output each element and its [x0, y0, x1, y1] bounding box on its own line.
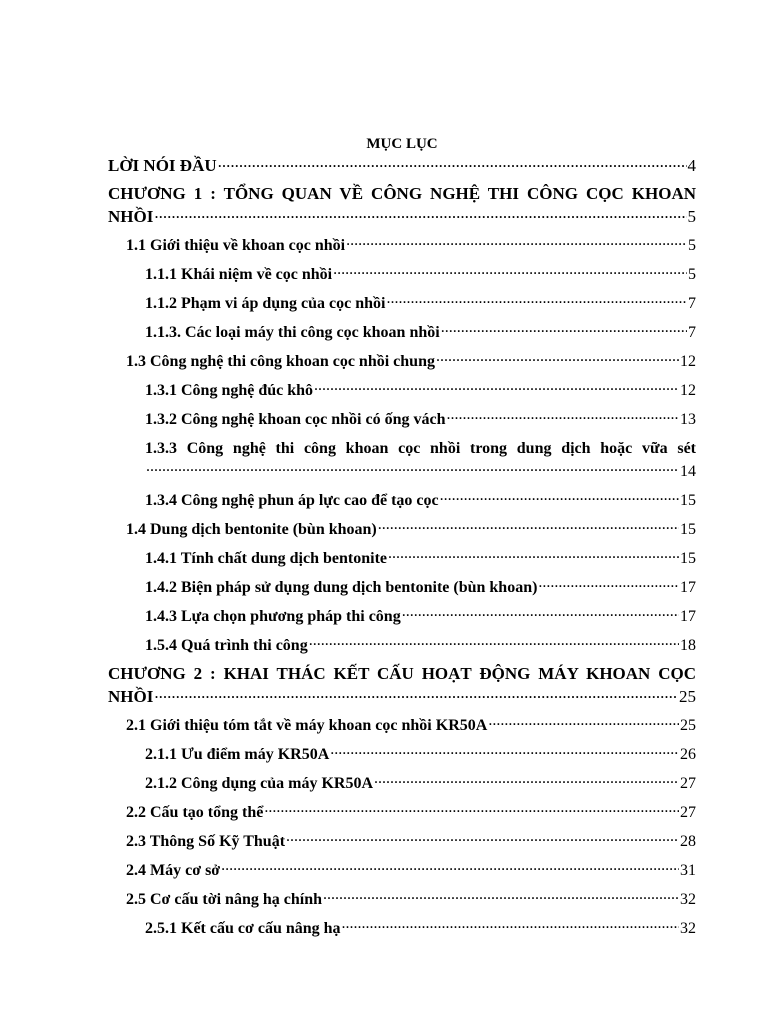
dot-leader: [488, 714, 679, 730]
toc-page-number: 13: [680, 411, 696, 428]
toc-entry[interactable]: [108, 263, 696, 286]
toc-page-number: 17: [680, 608, 696, 625]
toc-entry[interactable]: [108, 888, 696, 911]
dot-leader: [314, 379, 679, 395]
toc-entry[interactable]: [108, 859, 696, 882]
toc-page-number: 15: [680, 550, 696, 567]
toc-entry[interactable]: [108, 408, 696, 431]
toc-page-number: 7: [688, 295, 696, 312]
toc-entry-line2: [145, 460, 696, 483]
dot-leader: [330, 743, 679, 759]
toc-entry[interactable]: [108, 801, 696, 824]
toc-entry-text: 1.5.4 Quá trình thi công: [145, 637, 308, 654]
toc-entry[interactable]: [108, 634, 696, 657]
toc-entry-line2: [108, 685, 696, 708]
toc-list: [108, 154, 696, 940]
toc-page-number: 15: [680, 521, 696, 538]
toc-page-number: 5: [688, 237, 696, 254]
toc-page-number: 12: [680, 353, 696, 370]
dot-leader: [286, 830, 679, 846]
toc-page-number: 12: [680, 382, 696, 399]
toc-entry-text: 2.2 Cấu tạo tổng thể: [126, 804, 264, 821]
toc-entry[interactable]: [108, 605, 696, 628]
toc-page-number: 27: [680, 775, 696, 792]
toc-entry[interactable]: [108, 830, 696, 853]
toc-entry-text: 1.1 Giới thiệu về khoan cọc nhồi: [126, 237, 346, 254]
toc-entry[interactable]: [108, 321, 696, 344]
dot-leader: [346, 234, 687, 250]
toc-entry-text: LỜI NÓI ĐẦU: [108, 156, 217, 175]
toc-entry-text: 2.4 Máy cơ sở: [126, 862, 221, 879]
toc-entry[interactable]: [108, 772, 696, 795]
toc-entry-text-line1: 1.3.3 Công nghệ thi công khoan cọc nhồi trong dung dịch hoặc vữa sét: [145, 440, 696, 457]
dot-leader: [440, 489, 679, 505]
toc-entry[interactable]: [108, 714, 696, 737]
toc-entry-text: 1.1.2 Phạm vi áp dụng của cọc nhồi: [145, 295, 386, 312]
dot-leader: [374, 772, 679, 788]
dot-leader: [378, 518, 679, 534]
toc-entry-text: 1.4.1 Tính chất dung dịch bentonite: [145, 550, 387, 567]
toc-entry[interactable]: [108, 518, 696, 541]
toc-page-number: 25: [680, 717, 696, 734]
toc-entry-text: 1.3.2 Công nghệ khoan cọc nhồi có ống vách: [145, 411, 446, 428]
dot-leader: [154, 205, 686, 222]
table-of-contents: [108, 134, 696, 940]
toc-entry-text: 1.3.1 Công nghệ đúc khô: [145, 382, 314, 399]
toc-entry-text: NHỒI: [108, 207, 154, 226]
toc-page-number: 5: [688, 266, 696, 283]
toc-entry-text: 2.1.1 Ưu điểm máy KR50A: [145, 746, 330, 763]
toc-page-number: 4: [687, 156, 696, 175]
toc-page-number: 25: [679, 687, 696, 706]
toc-page-number: 32: [680, 920, 696, 937]
dot-leader: [436, 350, 679, 366]
toc-entry[interactable]: [108, 379, 696, 402]
toc-entry-line2: [108, 205, 696, 228]
toc-entry-text: 1.4.3 Lựa chọn phương pháp thi công: [145, 608, 401, 625]
toc-entry-text: 1.1.3. Các loại máy thi công cọc khoan nhồi: [145, 324, 440, 341]
toc-entry[interactable]: [108, 234, 696, 257]
toc-entry-text: NHỒI: [108, 687, 154, 706]
dot-leader: [388, 547, 679, 563]
toc-entry-text: 1.3 Công nghệ thi công khoan cọc nhồi chung: [126, 353, 435, 370]
toc-page-number: 5: [687, 207, 696, 226]
dot-leader: [447, 408, 680, 424]
toc-title: MỤC LỤC: [366, 136, 438, 152]
toc-entry-text: 1.1.1 Khái niệm về cọc nhồi: [145, 266, 333, 283]
toc-page-number: 15: [680, 492, 696, 509]
dot-leader: [386, 292, 687, 308]
toc-entry-text: 1.4.2 Biện pháp sử dụng dung dịch bentonite (bùn khoan): [145, 579, 538, 596]
toc-entry[interactable]: [108, 292, 696, 315]
toc-entry[interactable]: [108, 182, 696, 228]
dot-leader: [309, 634, 679, 650]
dot-leader: [221, 859, 679, 875]
dot-leader: [323, 888, 679, 904]
toc-entry-text: 2.5 Cơ cấu tời nâng hạ chính: [126, 891, 322, 908]
dot-leader: [264, 801, 679, 817]
dot-leader: [333, 263, 687, 279]
toc-entry[interactable]: [108, 489, 696, 512]
dot-leader: [402, 605, 679, 621]
toc-page-number: 14: [680, 463, 696, 480]
toc-entry[interactable]: [108, 154, 696, 177]
dot-leader: [342, 917, 679, 933]
toc-entry-text: 2.3 Thông Số Kỹ Thuật: [126, 833, 286, 850]
toc-page-number: 31: [680, 862, 696, 879]
dot-leader: [441, 321, 687, 337]
toc-page-number: 27: [680, 804, 696, 821]
toc-page-number: 18: [680, 637, 696, 654]
toc-entry-text: 2.5.1 Kết cấu cơ cấu nâng hạ: [145, 920, 341, 937]
dot-leader: [146, 460, 679, 476]
toc-page-number: 26: [680, 746, 696, 763]
toc-entry-text: 2.1 Giới thiệu tóm tắt về máy khoan cọc nhồi KR50A: [126, 717, 488, 734]
toc-entry[interactable]: [108, 743, 696, 766]
toc-page-number: 28: [680, 833, 696, 850]
dot-leader: [538, 576, 679, 592]
toc-entry-text: 1.4 Dung dịch bentonite (bùn khoan): [126, 521, 377, 538]
toc-entry[interactable]: [108, 350, 696, 373]
toc-page-number: 7: [688, 324, 696, 341]
toc-entry[interactable]: [108, 547, 696, 570]
toc-entry-text-line1: CHƯƠNG 1 : TỔNG QUAN VỀ CÔNG NGHỆ THI CÔNG CỌC KHOAN: [108, 184, 696, 203]
toc-entry-text-line1: CHƯƠNG 2 : KHAI THÁC KẾT CẤU HOẠT ĐỘNG MÁY KHOAN CỌC: [108, 664, 696, 683]
toc-page-number: 32: [680, 891, 696, 908]
dot-leader: [154, 685, 678, 702]
toc-entry-text: 1.3.4 Công nghệ phun áp lực cao để tạo cọc: [145, 492, 439, 509]
toc-entry[interactable]: [108, 576, 696, 599]
toc-entry[interactable]: [108, 437, 696, 483]
toc-entry[interactable]: [108, 662, 696, 708]
toc-entry-text: 2.1.2 Công dụng của máy KR50A: [145, 775, 374, 792]
dot-leader: [218, 154, 687, 171]
toc-page-number: 17: [680, 579, 696, 596]
toc-entry[interactable]: [108, 917, 696, 940]
